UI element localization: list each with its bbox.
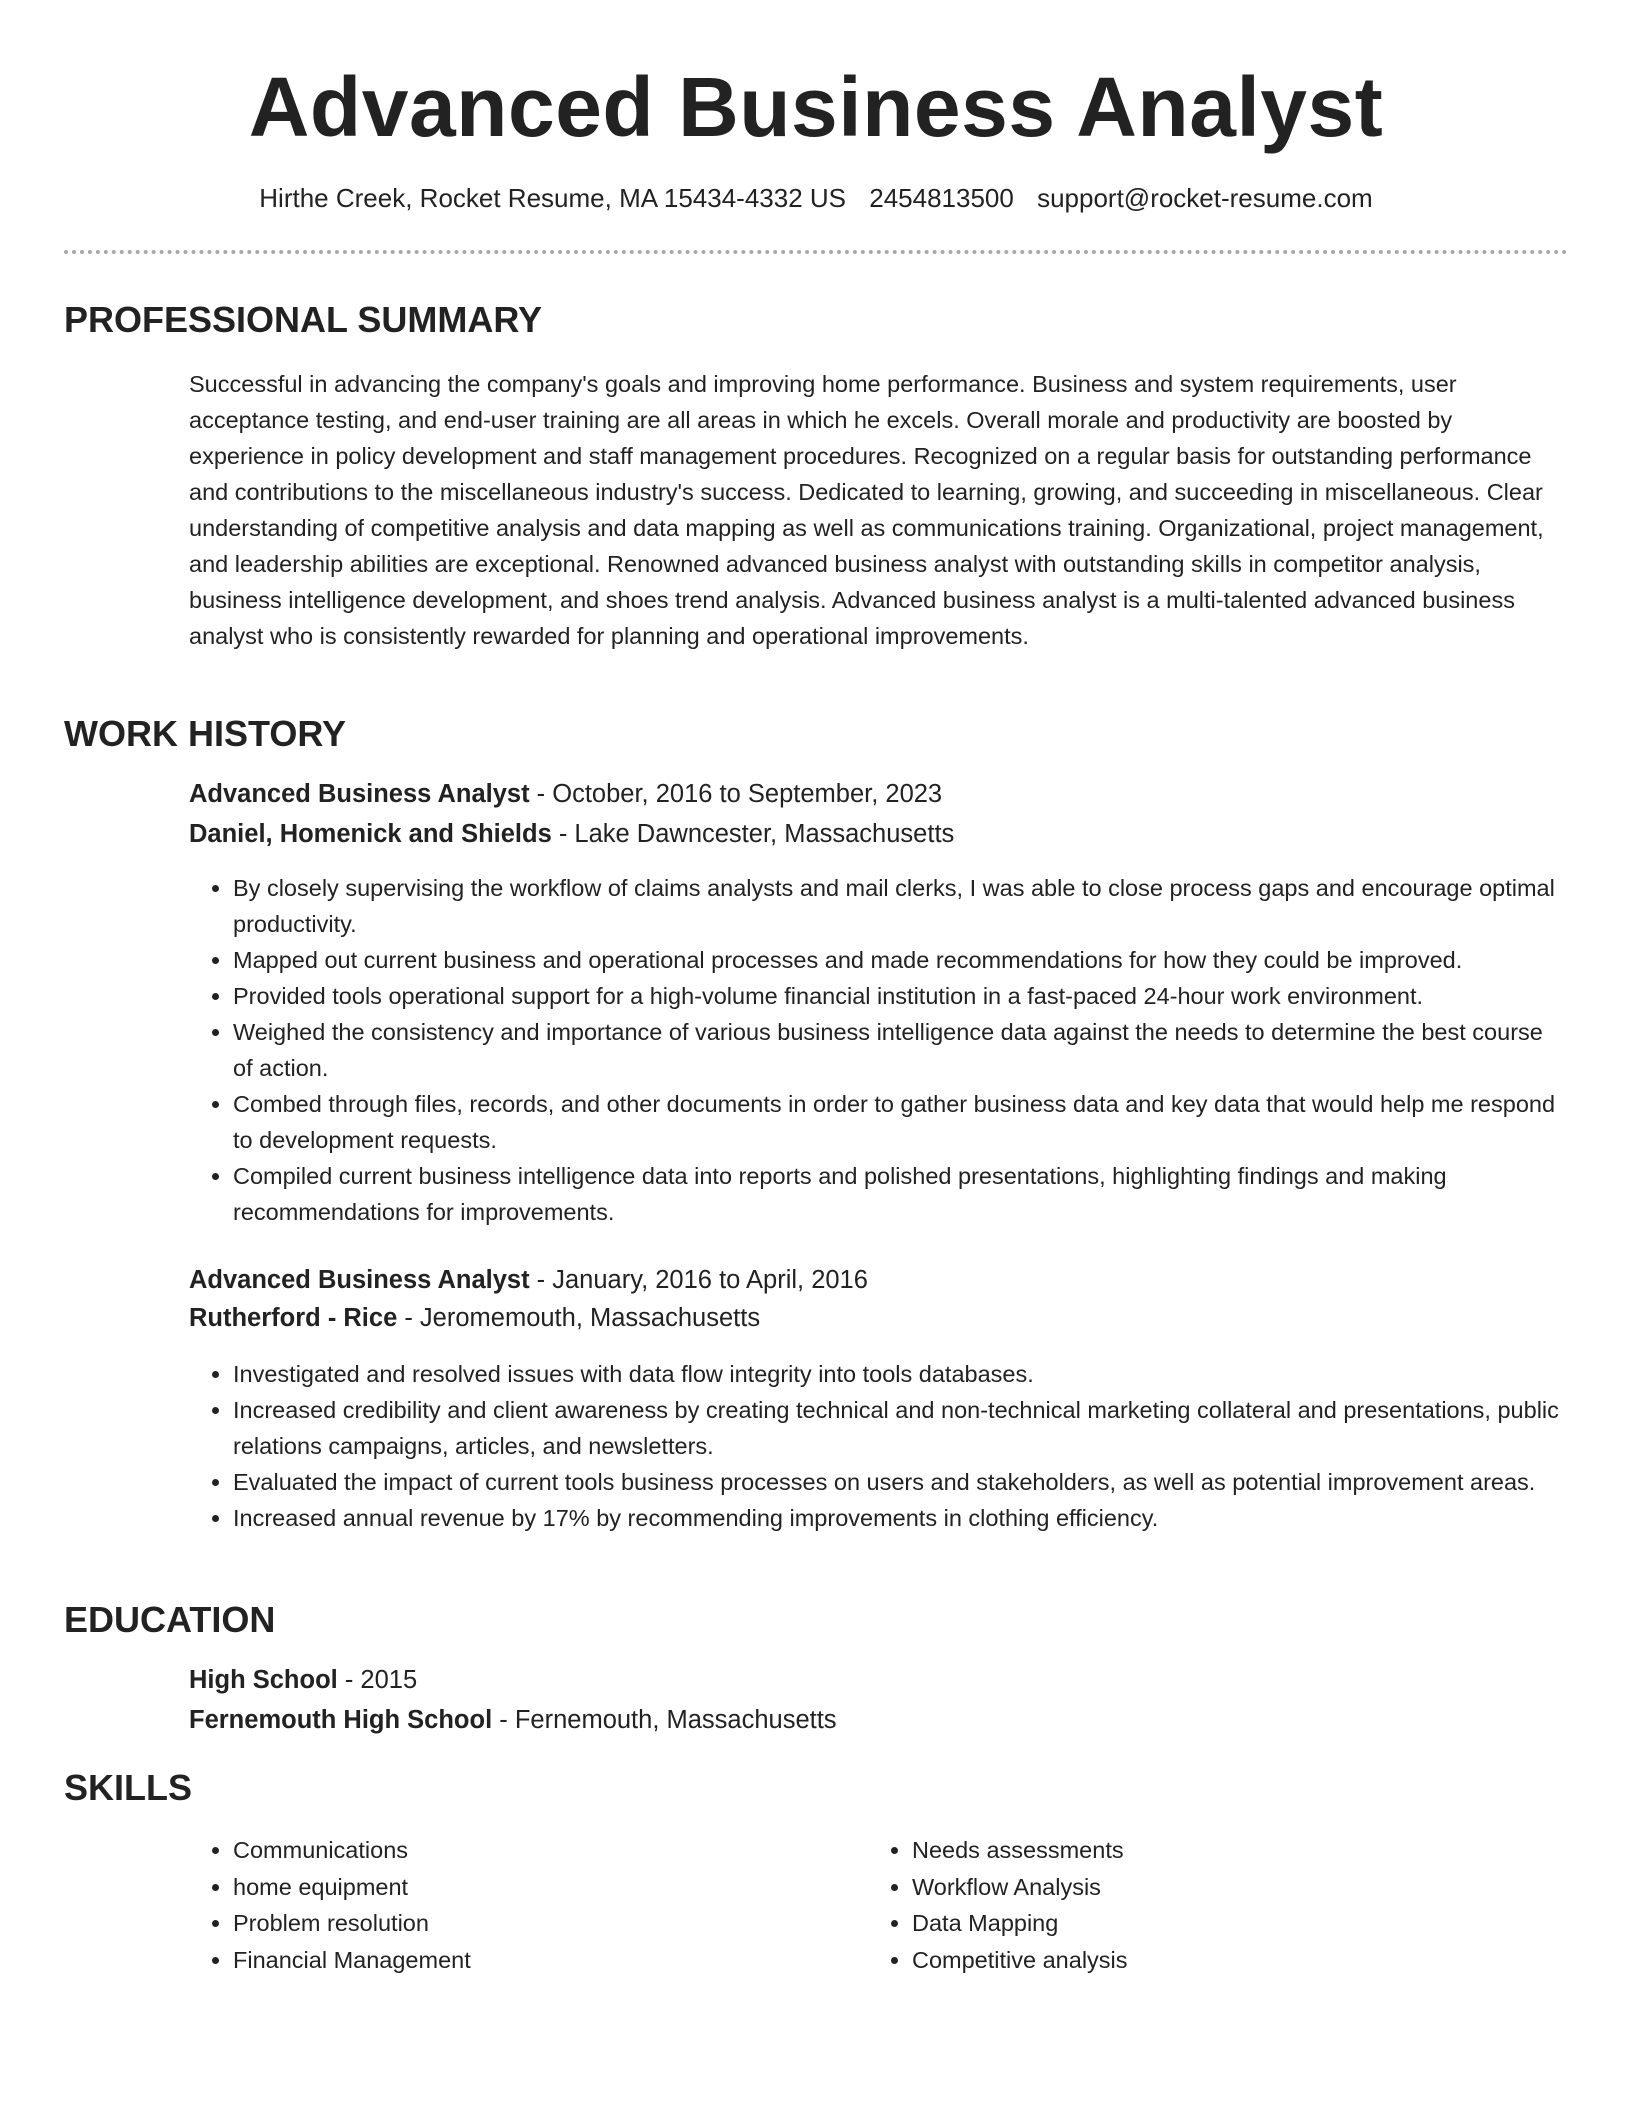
education-location: - Fernemouth, Massachusetts (492, 1706, 837, 1734)
job-1-position: Advanced Business Analyst (189, 780, 530, 808)
job-1-location: - Lake Dawncester, Massachusetts (551, 820, 955, 848)
list-item: • home equipment (233, 1869, 853, 1906)
job-2-location: - Jeromemouth, Massachusetts (397, 1304, 761, 1332)
list-item: • Increased annual revenue by 17% by recommending improvements in clothing efficiency. (233, 1500, 1564, 1536)
section-title-work-history: WORK HISTORY (64, 713, 347, 754)
summary-text: Successful in advancing the company's goals and improving home performance. Business and system requirements, user acceptance testing, and end-user training are all areas in which he excels. Overall morale and productivity are boosted by experience in policy development and staff management procedures. Recognized on a regular basis for outstanding performance and contributions to the miscellaneous industry's success. Dedicated to learning, growing, and succeeding in miscellaneous. Clear understanding of competitive analysis and data mapping as well as communications training. Organizational, project management, and leadership abilities are exceptional. Renowned advanced business analyst with outstanding skills in competitor analysis, business intelligence development, and shoes trend analysis. Advanced business analyst is a multi-talented advanced business analyst who is consistently rewarded for planning and operational improvements. (189, 371, 1544, 649)
education-year: - 2015 (337, 1666, 418, 1694)
list-item: • Evaluated the impact of current tools business processes on users and stakeholders, as well as potential improvement areas. (233, 1464, 1564, 1500)
list-item: • Compiled current business intelligence data into reports and polished presentations, highlighting findings and making recommendations for improvements. (233, 1158, 1564, 1230)
job-2-position: Advanced Business Analyst (189, 1266, 530, 1294)
list-item: • Investigated and resolved issues with data flow integrity into tools databases. (233, 1356, 1564, 1392)
contact-email: support@rocket-resume.com (1037, 183, 1373, 213)
education-degree-line (189, 1662, 1569, 1698)
list-item: • Competitive analysis (912, 1942, 1532, 1979)
education-school-line (189, 1702, 1569, 1738)
job-1-company-line (189, 816, 1569, 852)
job-1-company: Daniel, Homenick and Shields (189, 820, 552, 848)
list-item: • Financial Management (233, 1942, 853, 1979)
job-1-title-line (189, 776, 1569, 812)
list-item: • By closely supervising the workflow of claims analysts and mail clerks, I was able to close process gaps and encourage optimal productivity. (233, 870, 1564, 942)
list-item: • Data Mapping (912, 1905, 1532, 1942)
job-2-company: Rutherford - Rice (189, 1304, 398, 1332)
list-item: • Communications (233, 1832, 853, 1869)
list-item: • Needs assessments (912, 1832, 1532, 1869)
contact-phone: 2454813500 (869, 183, 1014, 213)
job-1-bullets (189, 870, 1564, 1230)
list-item: • Mapped out current business and operational processes and made recommendations for how they could be improved. (233, 942, 1564, 978)
skills-list-right (868, 1832, 1532, 1978)
list-item: • Combed through files, records, and other documents in order to gather business data and key data that would help me respond to development requests. (233, 1086, 1564, 1158)
education-school: Fernemouth High School (189, 1706, 493, 1734)
contact-line (0, 180, 1632, 216)
section-title-summary: PROFESSIONAL SUMMARY (64, 299, 543, 340)
list-item: • Increased credibility and client awareness by creating technical and non-technical marketing collateral and presentations, public relations campaigns, articles, and newsletters. (233, 1392, 1564, 1464)
job-1-dates: - October, 2016 to September, 2023 (529, 780, 943, 808)
list-item: • Workflow Analysis (912, 1869, 1532, 1906)
contact-address: Hirthe Creek, Rocket Resume, MA 15434-4332 US (259, 183, 846, 213)
list-item: • Weighed the consistency and importance of various business intelligence data against the needs to determine the best course of action. (233, 1014, 1564, 1086)
job-2-title-line (189, 1262, 1569, 1298)
job-2-dates: - January, 2016 to April, 2016 (529, 1266, 868, 1294)
section-title-education: EDUCATION (64, 1599, 276, 1640)
skills-list-left (189, 1832, 853, 1978)
list-item: • Problem resolution (233, 1905, 853, 1942)
job-2-bullets (189, 1356, 1564, 1536)
section-title-skills: SKILLS (64, 1767, 193, 1808)
education-degree: High School (189, 1666, 338, 1694)
list-item: • Provided tools operational support for a high-volume financial institution in a fast-paced 24-hour work environment. (233, 978, 1564, 1014)
job-2-company-line (189, 1300, 1569, 1336)
header-divider (64, 250, 1568, 254)
candidate-name: Advanced Business Analyst (248, 60, 1384, 154)
